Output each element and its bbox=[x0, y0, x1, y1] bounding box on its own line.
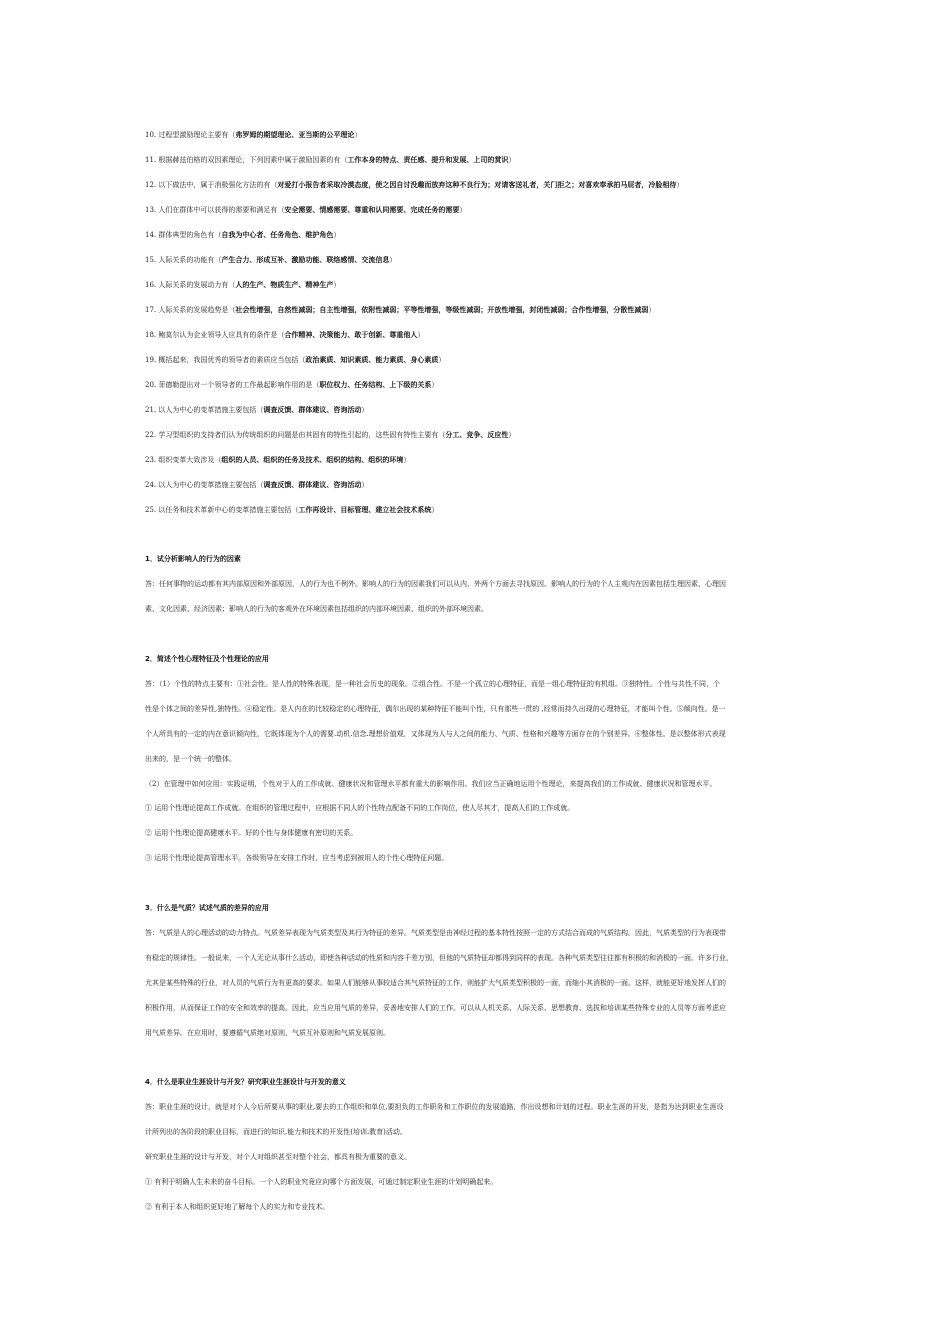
question-23: 23. 组织变革大致涉及（组织的人员、组织的任务及技术、组织的结构、组织的环境） bbox=[145, 456, 411, 464]
essay-1-line: 素、文化因素、经济因素；影响人的行为的客观外在环境因素包括组织的内部环境因素、组织的外部环境因素。 bbox=[145, 605, 488, 613]
essay-2-line: 个人所具有的一定的内在意识倾向性，它既体现为个人的需要.动机.信念.理想价值观，又体现为人与人之间的能力、气质、性格和兴趣等方面存在的个别差异。⑥整体性。是以整体形式表现 bbox=[145, 730, 726, 738]
essay-4-line: 计所列出的各阶段的职业目标，而进行的知识.能力和技术的开发性(培训.教育)活动。 bbox=[145, 1128, 407, 1136]
question-12: 12. 以下做法中，属于消极强化方法的有（对爱打小报告者采取冷漠态度，使之因自讨没趣而放弃这种不良行为；对请客送礼者，关门拒之；对喜欢奉承拍马屁者，冷脸相待） bbox=[145, 181, 684, 189]
essay-3-line: 积极作用，从而保证工作的安全和效率的提高。因此，应当应用气质的差异，妥善地安排人们的工作。可以从人机关系、人际关系、思想教育、选拔和培训某些特殊专业的人员等方面考虑应 bbox=[145, 1004, 726, 1012]
answer-24: 调查反馈、群体建议、咨询活动 bbox=[263, 481, 362, 489]
essay-4-line: 研究职业生涯的设计与开发，对个人对组织甚至对整个社会，都具有极为重要的意义。 bbox=[145, 1153, 411, 1161]
essay-4-line: ② 有利于本人和组织更好地了解每个人的实力和专业技术。 bbox=[145, 1203, 330, 1211]
question-22: 22. 学习型组织的支持者们认为传统组织的问题是由其固有的特性引起的，这些固有特性主要有（分工、竞争、反应性） bbox=[145, 431, 516, 439]
question-13: 13. 人们在群体中可以获得的需要和满足有（安全需要、情感需要、尊重和认同需要、完成任务的需要） bbox=[145, 206, 467, 214]
essay-3-line: 答：气质是人的心理活动的动力特点。气质差异表现为气质类型及其行为特征的差异。气质类型是由神经过程的基本特性按照一定的方式结合而成的气质结构。因此，气质类型的行为表现带 bbox=[145, 929, 726, 937]
answer-19: 政治素质、知识素质、能力素质、身心素质 bbox=[305, 356, 439, 364]
essay-2-line: （2）在管理中如何应用：实践证明，个性对于人的工作成就、健康状况和管理水平都有重大的影响作用。我们应当正确地运用个性理论，来提高我们的工作成就、健康状况和管理水平。 bbox=[145, 780, 717, 788]
essay-3-line: 用气质差异。在应用时，要遵循气质绝对原则、气质互补原则和气质发展原则。 bbox=[145, 1029, 390, 1037]
essay-2-line: ① 运用个性理论提高工作成就。在组织的管理过程中，应根据不同人的个性特点配备不同的工作岗位，使人尽其才，提高人们的工作成就。 bbox=[145, 804, 575, 812]
question-14: 14. 群体典型的角色有（自我为中心者、任务角色、维护角色） bbox=[145, 231, 341, 239]
essay-4-title: 4．什么是职业生涯设计与开发？研究职业生涯设计与开发的意义 bbox=[145, 1078, 346, 1086]
essay-2-line: 出来的，是一个统一的整体。 bbox=[145, 755, 236, 763]
question-18: 18. 鲍莫尔认为企业领导人应具有的条件是（合作精神、决策能力、敢于创新、尊重他人） bbox=[145, 331, 425, 339]
question-21: 21. 以人为中心的变革措施主要包括（调查反馈、群体建议、咨询活动） bbox=[145, 406, 369, 414]
question-24: 24. 以人为中心的变革措施主要包括（调查反馈、群体建议、咨询活动） bbox=[145, 481, 369, 489]
essay-2-line: 性是个体之间的差异性,独特性。④稳定性。是人内在的比较稳定的心理特征，偶尔出现的某种特征不能叫个性，只有那些一贯的 ,经常而持久出现的心理特征，才能叫个性。⑤倾向性。是一 bbox=[145, 705, 726, 713]
answer-12: 对爱打小报告者采取冷漠态度，使之因自讨没趣而放弃这种不良行为；对请客送礼者，关门拒之；对喜欢奉承拍马屁者，冷脸相待 bbox=[277, 181, 677, 189]
answer-16: 人的生产、物质生产、精神生产 bbox=[235, 281, 334, 289]
question-25: 25. 以任务和技术革新中心的变革措施主要包括（工作再设计、目标管理、建立社会技术系统） bbox=[145, 506, 439, 514]
answer-21: 调查反馈、群体建议、咨询活动 bbox=[263, 406, 362, 414]
question-16: 16. 人际关系的发展动力有（人的生产、物质生产、精神生产） bbox=[145, 281, 341, 289]
essay-2-title: 2．简述个性心理特征及个性理论的应用 bbox=[145, 655, 269, 663]
essay-3-title: 3．什么是气质？试述气质的差异的应用 bbox=[145, 904, 269, 912]
essay-3-line: 尤其是某些特殊的行业，对人员的气质行为有更高的要求。如果人们能够从事较适合其气质特征的工作，则能扩大气质类型积极的一面，而缩小其消极的一面。这样，就能更好地发挥人们的 bbox=[145, 979, 726, 987]
question-17: 17. 人际关系的发展趋势是（社会性增强，自然性减弱；自主性增强，依附性减弱；平等性增强，等级性减弱；开放性增强，封闭性减弱；合作性增强，分散性减弱） bbox=[145, 306, 656, 314]
answer-25: 工作再设计、目标管理、建立社会技术系统 bbox=[298, 506, 432, 514]
essay-2-line: ③ 运用个性理论提高管理水平。各级领导在安排工作时，应当考虑到被用人的个性心理特征问题。 bbox=[145, 854, 449, 862]
answer-18: 合作精神、决策能力、敢于创新、尊重他人 bbox=[284, 331, 418, 339]
question-20: 20. 菲德勒提出对一个领导者的工作最起影响作用的是（职位权力、任务结构、上下级的关系） bbox=[145, 381, 439, 389]
answer-15: 产生合力、形成互补、激励功能、联络感情、交流信息 bbox=[221, 256, 390, 264]
answer-23: 组织的人员、组织的任务及技术、组织的结构、组织的环境 bbox=[221, 456, 404, 464]
essay-3-line: 有稳定的规律性。一般说来，一个人无论从事什么活动，即使各种活动的性质和内容千差万别，但他的气质特征却都得到同样的表现。各种气质类型往往都有积极的和消极的一面。许多行业， bbox=[145, 954, 733, 962]
question-19: 19. 概括起来，我国优秀的领导者的素质应当包括（政治素质、知识素质、能力素质、身心素质） bbox=[145, 356, 446, 364]
answer-22: 分工、竞争、反应性 bbox=[445, 431, 509, 439]
essay-4-line: ① 有利于明确人生未来的奋斗目标。一个人的职业究竟应向哪个方面发展，可通过制定职业生涯的计划明确起来。 bbox=[145, 1178, 498, 1186]
essay-1-line: 答：任何事物的运动都有其内部原因和外部原因，人的行为也不例外。影响人的行为的因素我们可以从内、外两个方面去寻找原因。影响人的行为的个人主观内在因素包括生理因素、心理因 bbox=[145, 580, 726, 588]
essay-2-line: ② 运用个性理论提高健康水平。好的个性与身体健康有密切的关系。 bbox=[145, 829, 358, 837]
answer-11: 工作本身的特点、责任感、提升和发展、上司的赏识 bbox=[347, 156, 509, 164]
question-15: 15. 人际关系的功能有（产生合力、形成互补、激励功能、联络感情、交流信息） bbox=[145, 256, 397, 264]
question-10: 10. 过程型激励理论主要有（弗罗姆的期望理论、亚当斯的公平理论） bbox=[145, 131, 362, 139]
answer-17: 社会性增强，自然性减弱；自主性增强，依附性减弱；平等性增强，等级性减弱；开放性增强，封闭性减弱；合作性增强，分散性减弱 bbox=[235, 306, 649, 314]
answer-14: 自我为中心者、任务角色、维护角色 bbox=[221, 231, 334, 239]
essay-4-line: 答：职业生涯的设计，就是对个人今后所要从事的职业,要去的工作组织和单位,要担负的工作职务和工作职位的发展道路，作出设想和计划的过程。职业生涯的开发，是指为达到职业生涯设 bbox=[145, 1103, 724, 1111]
answer-10: 弗罗姆的期望理论、亚当斯的公平理论 bbox=[235, 131, 355, 139]
essay-2-line: 答：（1）个性的特点主要有：①社会性。是人性的特殊表现，是一种社会历史的现象。②组合性。不是一个孤立的心理特征，而是一组心理特征的有机组。③独特性。个性与共性不同，个 bbox=[145, 680, 720, 688]
answer-20: 职位权力、任务结构、上下级的关系 bbox=[319, 381, 432, 389]
essay-1-title: 1．试分析影响人的行为的因素 bbox=[145, 555, 241, 563]
answer-13: 安全需要、情感需要、尊重和认同需要、完成任务的需要 bbox=[284, 206, 460, 214]
question-11: 11. 根据赫兹伯格的双因素理论，下列因素中属于激励因素的有（工作本身的特点、责任感、提升和发展、上司的赏识） bbox=[145, 156, 516, 164]
